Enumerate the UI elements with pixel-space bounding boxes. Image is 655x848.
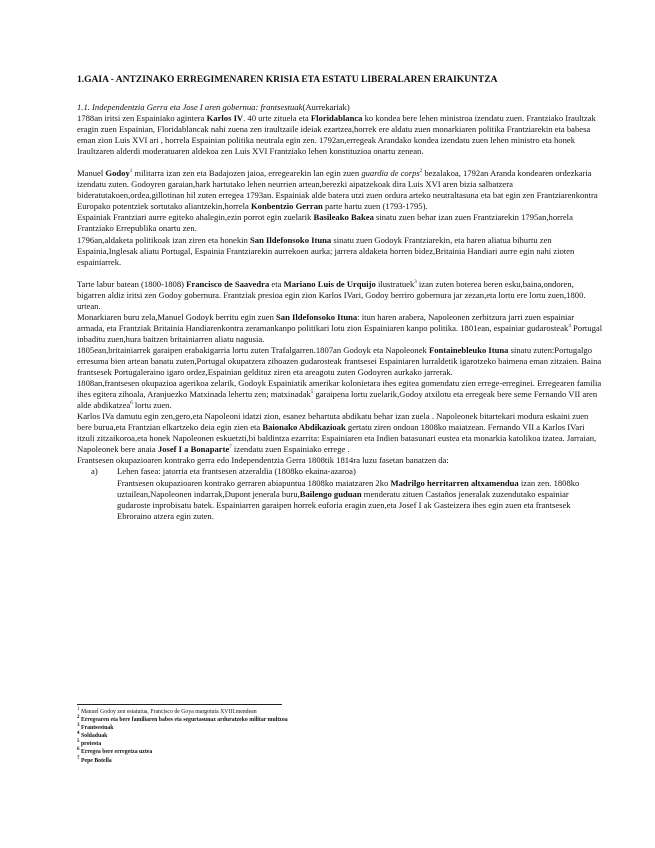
text-run: eta xyxy=(269,278,284,289)
text-run: sinatu zuten:Portugalgo erresuma bien artean banatu zuten,Portugal okupatzera zihoazen gudarosteak frantsesei Espainiaren lurraldetik igarotzeko baimena eman zitzaien. Baina frantsesek Portugaleraino igaro ordez,Espainian geldituz ziren eta areagotu zuten Godoyren aurkako jarrerak. xyxy=(77,344,602,378)
footnote-4 xyxy=(77,732,477,740)
text-run: Tarte labur batean (1800-1808) xyxy=(77,278,187,289)
paragraph-karlos-iv xyxy=(77,113,603,157)
bold-term: Mariano Luis de Urquijo xyxy=(283,278,376,289)
section-heading xyxy=(77,102,603,113)
text-run: Monarkiaren buru zela,Manuel Godoyk berritu egin zuen xyxy=(77,311,277,322)
bold-term: Baionako Abdikazioak xyxy=(262,422,346,433)
bold-term: Madrilgo herritarren altxamendua xyxy=(390,477,519,488)
text-run: izan zen. 1808ko uztailean,Napoleonen indarrak,Dupont jenerala buru, xyxy=(117,477,580,499)
italic-term: guardia de corps xyxy=(361,168,420,179)
text-run: 1805ean,britainiarrek garaipen erabakigarria lortu zuten Trafalgarren.1807an Godoyk eta Napoleonek xyxy=(77,344,429,355)
document-body xyxy=(77,102,603,522)
footnote-divider xyxy=(77,704,282,705)
footnote-text: Soldaduak xyxy=(80,733,108,740)
footnote-ref[interactable]: 7 xyxy=(229,445,232,451)
text-run: 1796an,aldaketa politikoak izan ziren eta honekin xyxy=(77,234,251,245)
footnote-text: Pepe Botella xyxy=(80,757,112,764)
bold-term: Godoy xyxy=(105,168,130,179)
text-run: Manuel xyxy=(77,168,106,179)
footnote-number: 2 xyxy=(77,715,80,721)
paragraph-trafalgar xyxy=(77,345,603,378)
footnote-ref[interactable]: 1 xyxy=(129,169,133,175)
paragraph-basilea xyxy=(77,212,603,234)
text-run: menderatu zituen Castaños jeneralak zuzendutako espainiar gudaroste inprobisatu batek. Espainiarren garaipen horrek euforia eragin zuen,eta Josef I ak Gasteizera ihes egin zuen eta frantsesek Ebroraino atzera egin zuten. xyxy=(117,488,571,521)
bold-term: San Ildefonsoko Ituna xyxy=(276,311,358,322)
footnote-3 xyxy=(77,724,477,732)
text-run: Frantsesen okupazioaren kontrako gerraren abiapuntua 1808ko maiatzaren 2ko xyxy=(117,477,391,488)
text-run: izan zuten boterea beren esku,baina,ondoren, bigarren aldiz iritsi zen Godoy gobernura. Frantziak presioa egin zion Karlos IVari, Godoy berriro gobernura jar zezan,eta lortu ere lortu zuen,1800. urtean. xyxy=(77,278,586,311)
list-marker: a) xyxy=(91,466,98,477)
bold-term: Karlos IV xyxy=(206,113,244,124)
bold-term: Fontainebleuko Ituna xyxy=(428,344,509,355)
text-run: sinatu zuen Godoyk Frantziarekin, eta haren aliatua bihurtu zen Espainia,Inglesak aliatu Portugal, Espainia Frantziarekin aurrekoen aurka; jarrera aldaketa horren bidez,Britainia Handiari aurre egin nahi zioten espainiarrek. xyxy=(77,234,575,267)
spacer xyxy=(77,157,603,168)
section-heading-text: 1.1. Independentzia Gerra eta Jose I aren gobernua: frantsestuak xyxy=(77,102,303,112)
text-run: lortu zuen. xyxy=(132,400,172,411)
paragraph-gerra-faseak xyxy=(77,455,603,466)
chapter-title: 1.GAIA - ANTZINAKO ERREGIMENAREN KRISIA ETA ESTATU LIBERALAREN ERAIKUNTZA xyxy=(77,75,498,85)
text-run: sinatu zuen behar izan zuen Frantziarekin 1795an,horrela Frantziako Errepublika onartu zen. xyxy=(77,212,573,234)
bold-term: Basileako Bakea xyxy=(313,212,374,223)
spacer xyxy=(77,268,603,279)
footnote-text: Erregea bere erregetza uztea xyxy=(80,749,153,756)
text-run: 1788an iritsi zen Espainiako agintera xyxy=(77,113,207,124)
footnote-number: 7 xyxy=(77,755,80,761)
footnote-ref[interactable]: 5 xyxy=(310,390,314,396)
text-run: Portugal inbaditu zuen,hura baitzen britainiarren aliatu nagusia. xyxy=(77,322,603,344)
footnotes xyxy=(77,708,477,765)
footnote-text: Erregearen eta bere familiaren babes eta segurtasunaz arduratzeko militar multzoa xyxy=(80,717,288,724)
bold-term: Josef I a Bonaparte xyxy=(157,444,230,455)
bold-term: San Ildefonsoko Ituna xyxy=(250,234,332,245)
footnote-1 xyxy=(77,708,477,716)
text-run: militarra izan zen eta Badajozen jaioa, erregearekin lan egin zuen xyxy=(132,168,362,179)
footnote-text: Frantsestuak xyxy=(80,725,114,732)
footnote-number: 1 xyxy=(77,707,80,713)
section-heading-note: (Aurrekariak) xyxy=(302,102,350,112)
text-run: Karlos IVa damutu egin zen,gero,eta Napoleoni idatzi zion, esanez behartuta abdikatu behar izan zuela . Napoleonek bitartekari modura eskaini zuen bere burua,eta Frantzian elkartzeko deia egin zien eta xyxy=(77,411,589,433)
footnote-ref[interactable]: 2 xyxy=(419,169,423,175)
footnote-5 xyxy=(77,740,477,748)
text-run: bezalakoa, 1792an Aranda kondearen ordezkaria izendatu zuten. Godoyren garaian,hark hartutako lehen neurrien artean,berezki aipatzekoak dira Luis XVI aren bizia salbatzera bideratutakoen,ordea,gillotinan hil zuten erregea 1793an. Espainiak alde batera utzi zuen ordura arteko neutraltasuna eta bat egin zen Frantziarenkontra Europako potentziek sortutako aliantzekin,horrela xyxy=(77,168,598,212)
text-run: parte hartu zuen (1793-1795). xyxy=(322,201,428,212)
paragraph-godoy xyxy=(77,168,603,212)
footnote-2 xyxy=(77,716,477,724)
text-run: Espainiak Frantziari aurre egiteko ahalegin,ezin porrot egin zuelarik xyxy=(77,212,314,223)
phase-list xyxy=(77,466,603,521)
text-run: ilustratuek xyxy=(375,278,415,289)
footnote-ref[interactable]: 4 xyxy=(568,323,571,329)
footnote-text: Manuel Godoy zen estatutua, Francisco de Goya margotuta XVIII.mendean xyxy=(80,709,257,715)
bold-term: Bailengo guduan xyxy=(299,488,362,499)
text-run: ko kondea bere lehen ministroa izendatu zuen. Frantziako Iraultzak eragin zuen Espainian, Floridablancak nahi zuena zen iraultzaile ideiak ezartzea,horrek ere aldatu zuen monarkiaren politika Frantziarekin eta babesa eman zion Luis XVI ari , horrela Espainian politika neutrala egin zen. 1792an,erregeak Arandako kondea izendatu zuen lehen ministro eta honek Iraultzaren alderdi moderatuaren aldekoa zen Luis XVI Frantziako lehen konstituzioa onartu zenean. xyxy=(77,113,596,157)
text-run: garaipena lortu zuelarik,Godoy atxilotu eta erregeak bere seme Fernando VII aren alde abdikatzea xyxy=(77,389,598,411)
text-run: Frantsesen okupazioaren kontrako gerra edo Independentzia Gerra 1808tik 1814ra luzu fasetan banatzen da: xyxy=(77,455,449,466)
list-item xyxy=(91,466,603,521)
footnote-number: 6 xyxy=(77,747,80,753)
footnote-7 xyxy=(77,757,477,765)
text-run: . 40 urte zituela eta xyxy=(243,113,311,124)
paragraph-baiona xyxy=(77,411,603,455)
footnote-6 xyxy=(77,748,477,756)
bold-term: Floridablanca xyxy=(310,113,363,124)
footnote-number: 3 xyxy=(77,723,80,729)
text-run: : itun haren arabera, Napoleonen zerbitzura jarri zuen espainiar armada, eta Frantziak Britainia Handiarenkontra zeramankanpo politikari lotu zion Espainiaren kanpo politika. 1801ean, espainiar gudarosteak xyxy=(77,311,575,333)
bold-term: Konbentzio Gerran xyxy=(250,201,323,212)
list-item-title: Lehen fasea: jatorria eta frantsesen atzeraldia (1808ko ekaina-azaroa) xyxy=(117,466,356,477)
text-run: gertatu ziren ondoan 1808ko maiatzean. Fernando VII a Karlos IVari itzuli zitzaikoroa,eta honek Napoleonen eskuetzti,bi baldintza ezarrita: Espainiaren eta Indien batasunari eustea eta monarkia katolikoa izatea. Jarraian, Napoleonek bere anaia xyxy=(77,422,597,455)
text-run: 1808an,frantsesen okupazioa agerikoa zelarik, Godoyk Espainiatik amerikar kolonietara ihes egitea gomendatu zien errege-erreginei. Erregearen familia ihes egitera zihoala, Aranjuezko Matxinada lehertu zen; matxinadak xyxy=(77,378,602,400)
text-run: izendatu zuen Espainiako errege . xyxy=(231,444,350,455)
paragraph-san-ildefonso xyxy=(77,235,603,268)
footnote-number: 5 xyxy=(77,739,80,745)
footnote-ref[interactable]: 3 xyxy=(414,279,417,285)
list-item-body xyxy=(117,478,603,522)
paragraph-aranjuez xyxy=(77,378,603,411)
footnote-number: 4 xyxy=(77,731,80,737)
bold-term: Francisco de Saavedra xyxy=(186,278,270,289)
footnote-ref[interactable]: 6 xyxy=(130,401,133,407)
footnote-text: protesta xyxy=(80,741,102,748)
paragraph-saavedra xyxy=(77,279,603,312)
paragraph-monarkia xyxy=(77,312,603,345)
